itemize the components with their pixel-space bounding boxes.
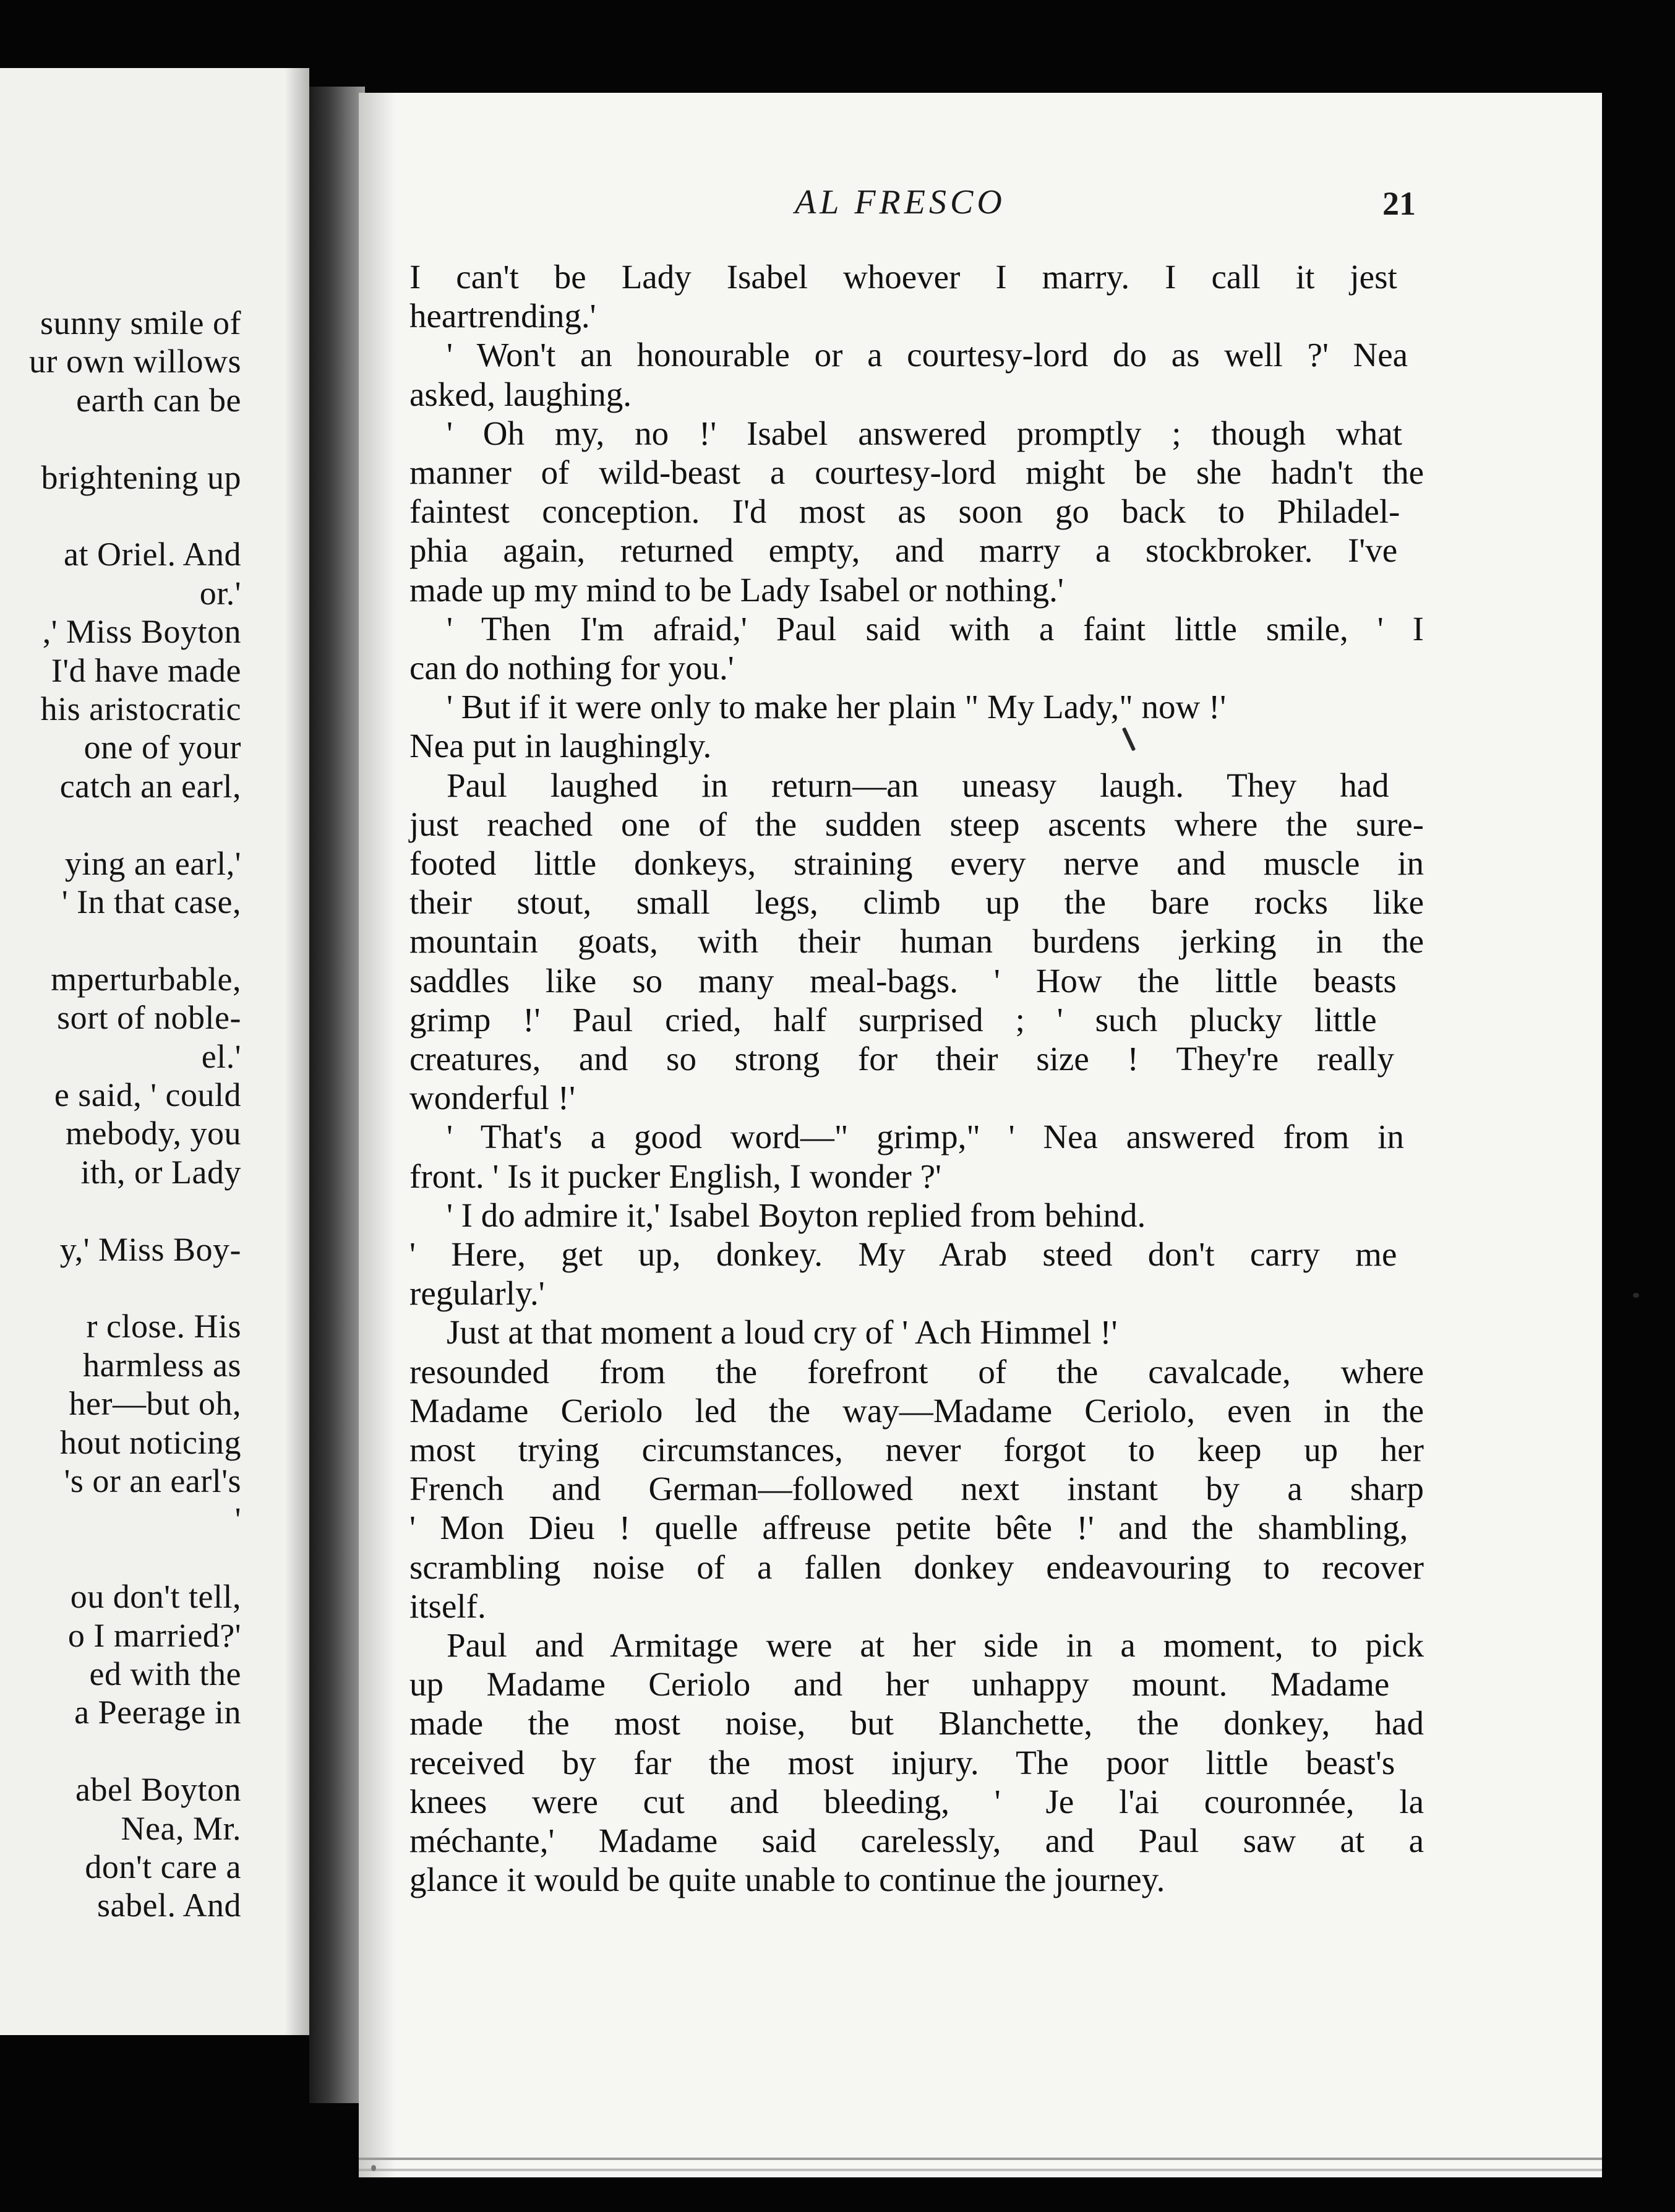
body-text-line: can do nothing for you.' (409, 649, 734, 687)
body-text-line: scrambling noise of a fallen donkey endeavouring to recover (409, 1548, 1424, 1586)
body-text-line: just reached one of the sudden steep ascents where the sure- (409, 805, 1424, 843)
body-text-line: ' Oh my, no !' Isabel answered promptly ; though what (447, 414, 1402, 452)
body-text-line: saddles like so many meal-bags. ' How the little beasts (409, 961, 1397, 1000)
body-text-line: I can't be Lady Isabel whoever I marry. I call it jest (409, 258, 1397, 296)
body-text-line: ' Mon Dieu ! quelle affreuse petite bête !' and the shambling, (409, 1509, 1408, 1547)
body-text-line: received by far the most injury. The poor little beast's (409, 1743, 1395, 1781)
body-text-line: ' That's a good word—" grimp," ' Nea answered from in (447, 1118, 1404, 1156)
body-text-line: mountain goats, with their human burdens jerking in the (409, 922, 1424, 961)
body-text-line: regularly.' (409, 1274, 545, 1313)
previous-page-line: y,' Miss Boy- (59, 1230, 241, 1268)
previous-page-line: el.' (201, 1037, 241, 1075)
previous-page-line: hout noticing (60, 1423, 241, 1461)
previous-page-line: ur own willows (29, 343, 241, 380)
body-text-line: ' I do admire it,' Isabel Boyton replied from behind. (447, 1196, 1146, 1234)
body-text-line: manner of wild-beast a courtesy-lord might be she hadn't the (409, 453, 1424, 491)
body-text-line: faintest conception. I'd most as soon go back to Philadel- (409, 492, 1400, 531)
page-bottom-edge (359, 2158, 1602, 2160)
body-text-line: grimp !' Paul cried, half surprised ; ' such plucky little (409, 1000, 1377, 1039)
body-text-line: knees were cut and bleeding, ' Je l'ai couronnée, la (409, 1782, 1424, 1820)
page-number: 21 (1382, 185, 1416, 222)
body-text-line: phia again, returned empty, and marry a stockbroker. I've (409, 531, 1398, 570)
previous-page-line: or.' (199, 574, 241, 612)
body-text-line: ' But if it were only to make her plain " My Lady," now !' (447, 688, 1227, 726)
previous-page-line: I'd have made (51, 651, 241, 689)
body-text-line: Madame Ceriolo led the way—Madame Ceriolo, even in the (409, 1391, 1424, 1430)
previous-page-line: mebody, you (66, 1115, 241, 1152)
body-text-line: wonderful !' (409, 1079, 576, 1117)
body-text-line: méchante,' Madame said carelessly, and Paul saw at a (409, 1822, 1424, 1859)
body-text-line: ' Here, get up, donkey. My Arab steed don't carry me (409, 1235, 1397, 1273)
previous-page-line: one of your (84, 729, 241, 766)
gutter-shadow (285, 68, 309, 2035)
previous-page-line: ying an earl,' (64, 844, 241, 882)
previous-page-line: don't care a (85, 1848, 241, 1885)
previous-page-fragment (0, 68, 309, 2035)
previous-page-line: his aristocratic (40, 690, 241, 727)
body-text-line: creatures, and so strong for their size ! They're really (409, 1040, 1395, 1078)
previous-page-line: sort of noble- (57, 999, 241, 1037)
previous-page-line: ed with the (89, 1655, 241, 1692)
dust-speck (1633, 1293, 1639, 1298)
previous-page-line: a Peerage in (74, 1694, 241, 1731)
body-text-line: up Madame Ceriolo and her unhappy mount. Madame (409, 1665, 1390, 1704)
body-text-line: made the most noise, but Blanchette, the donkey, had (409, 1704, 1424, 1743)
previous-page-line: ith, or Lady (80, 1153, 241, 1191)
body-text-line: Paul laughed in return—an uneasy laugh. They had (447, 766, 1389, 804)
previous-page-line: harmless as (83, 1346, 241, 1384)
body-text-line: asked, laughing. (409, 375, 632, 413)
body-text-line: ' Then I'm afraid,' Paul said with a faint little smile, ' I (447, 609, 1424, 648)
previous-page-line: o I married?' (67, 1616, 241, 1654)
previous-page-line: ' In that case, (61, 883, 241, 920)
previous-page-line: mperturbable, (51, 960, 241, 998)
page-inner-shadow (359, 93, 396, 2177)
previous-page-line: at Oriel. And (64, 536, 241, 573)
previous-page-line: Nea, Mr. (121, 1809, 241, 1847)
dust-speck (371, 2165, 376, 2171)
body-text-line: their stout, small legs, climb up the bare rocks like (409, 883, 1424, 922)
previous-page-line: ,' Miss Boyton (42, 613, 241, 651)
body-text-line: Just at that moment a loud cry of ' Ach Himmel !' (447, 1313, 1118, 1352)
previous-page-line: sunny smile of (40, 304, 241, 341)
body-text-line: itself. (409, 1587, 486, 1625)
body-text-line: ' Won't an honourable or a courtesy-lord do as well ?' Nea (447, 336, 1408, 374)
previous-page-line: ' (234, 1501, 241, 1538)
previous-page-line: her—but oh, (69, 1385, 241, 1423)
body-text-line: French and German—followed next instant by a sharp (409, 1470, 1424, 1508)
body-text-line: Nea put in laughingly. (409, 727, 712, 765)
previous-page-line: ou don't tell, (70, 1578, 241, 1616)
body-text-line: front. ' Is it pucker English, I wonder ?' (409, 1157, 941, 1195)
previous-page-line: earth can be (76, 381, 241, 419)
body-text-line: footed little donkeys, straining every nerve and muscle in (409, 844, 1424, 882)
previous-page-line: 's or an earl's (64, 1462, 241, 1499)
book-spine (309, 87, 365, 2103)
body-text-line: glance it would be quite unable to continue the journey. (409, 1861, 1165, 1899)
previous-page-line: e said, ' could (54, 1076, 241, 1113)
page-bottom-edge-2 (359, 2169, 1602, 2171)
body-text-line: resounded from the forefront of the cavalcade, where (409, 1352, 1424, 1391)
previous-page-line: brightening up (41, 458, 241, 496)
running-head: AL FRESCO (795, 183, 1006, 221)
previous-page-line: catch an earl, (59, 767, 241, 805)
previous-page-line: abel Boyton (75, 1771, 241, 1809)
body-text-line: most trying circumstances, never forgot to keep up her (409, 1431, 1424, 1468)
previous-page-line: r close. His (86, 1308, 241, 1345)
body-text-line: made up my mind to be Lady Isabel or nothing.' (409, 570, 1064, 609)
previous-page-line: sabel. And (97, 1887, 241, 1924)
body-text-line: heartrending.' (409, 297, 596, 335)
body-text-line: Paul and Armitage were at her side in a moment, to pick (447, 1626, 1424, 1664)
